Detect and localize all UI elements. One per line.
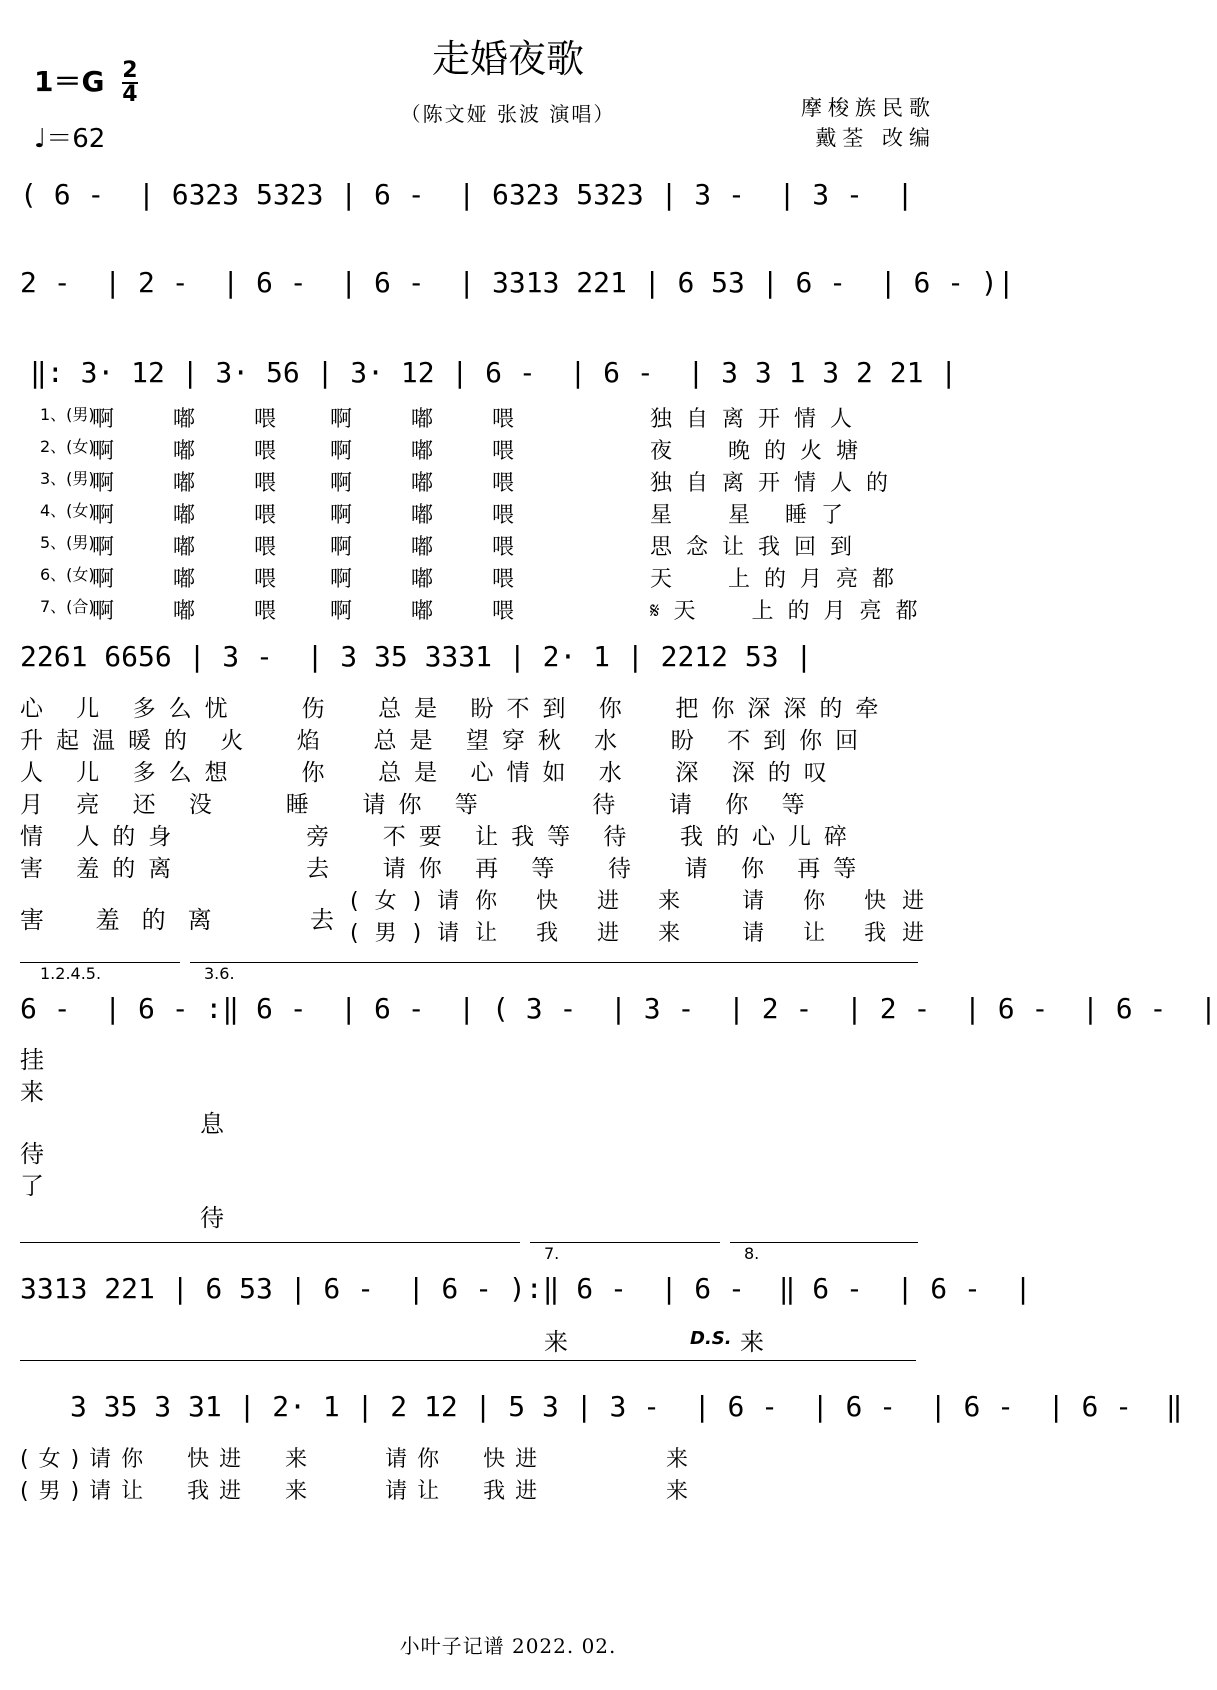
verse-part-a: 啊 嘟 喂	[92, 535, 302, 560]
volta-label-2: 3.6.	[204, 964, 235, 983]
verse-number: 5、(男)	[40, 533, 95, 552]
verse-number: 2、(女)	[40, 437, 95, 456]
verse-part-a: 啊 嘟 喂	[92, 439, 302, 464]
lyric-line: 月 亮 还 没 睡 请你 等 待 请 你 等	[20, 792, 818, 818]
verse-number: 3、(男)	[40, 469, 95, 488]
time-top: 2	[122, 58, 138, 83]
verse-part-b: 啊 嘟 喂	[330, 503, 540, 528]
time-bottom: 4	[122, 82, 138, 107]
staff-row-5: 6 - | 6 - :‖ 6 - | 6 - | ( 3 - | 3 - | 2 - | 2 - | 6 - | 6 - |	[20, 992, 1217, 1025]
verse-part-b: 啊 嘟 喂	[330, 407, 540, 432]
verse-number: 4、(女)	[40, 501, 95, 520]
volta-line-8	[730, 1242, 918, 1243]
lyric-r6-a: 来	[544, 1328, 590, 1356]
verse-part-c: 独自离开情人的	[650, 471, 903, 496]
volta-line-2	[190, 962, 918, 963]
lyric-line: 升起温暖的 火 焰 总是 望穿秋 水 盼 不到你回	[20, 728, 872, 754]
lyric-r7-male: (男)请让 我进 来 请让 我进 来	[20, 1479, 699, 1504]
lyric-last-a: 害 羞的离	[20, 906, 234, 934]
lyric-r5-2: 来	[20, 1078, 66, 1106]
verse-number: 7、(合)	[40, 597, 95, 616]
tempo-mark	[34, 118, 105, 155]
lyric-last-b: 去	[310, 906, 356, 934]
lyric-r5-1: 挂	[20, 1046, 66, 1074]
lyric-r5-3: 息	[200, 1110, 246, 1138]
verse-part-b: 啊 嘟 喂	[330, 439, 540, 464]
performer-credit: （陈文娅 张波 演唱）	[400, 102, 616, 126]
lyric-r5-5: 了	[20, 1172, 66, 1200]
origin-credit: 摩梭族民歌	[801, 96, 936, 120]
lyric-r5-6: 待	[200, 1204, 246, 1232]
verse-part-b: 啊 嘟 喂	[330, 535, 540, 560]
verse-part-c: 独自离开情人	[650, 407, 867, 432]
lyric-r6-b: 来	[740, 1328, 786, 1356]
verse-part-c: 星 星 睡了	[650, 503, 857, 528]
verse-number: 1、(男)	[40, 405, 95, 424]
volta-line-1	[20, 962, 180, 963]
staff-top-line-6	[20, 1242, 520, 1243]
staff-row-6: 3313 221 | 6 53 | 6 - | 6 - ):‖ 6 - | 6 - ‖ 6 - | 6 - |	[20, 1272, 1032, 1305]
verse-part-b: 啊 嘟 喂	[330, 471, 540, 496]
volta-line-7	[530, 1242, 720, 1243]
verse-part-c: 天 上的月亮都	[650, 567, 908, 592]
volta-label-8: 8.	[744, 1244, 760, 1263]
lyric-line: 心 儿 多么忧 伤 总是 盼不到 你 把你深深的牵	[20, 696, 892, 722]
tempo-value: ＝62	[46, 124, 106, 154]
lyric-line: 害 羞的离 去 请你 再 等 待 请 你 再等	[20, 856, 870, 882]
verse-number: 6、(女)	[40, 565, 95, 584]
volta-label-7: 7.	[544, 1244, 560, 1263]
lyric-r5-4: 待	[20, 1140, 66, 1168]
staff-row-1: ( 6 - | 6323 5323 | 6 - | 6323 5323 | 3 - | 3 - |	[20, 178, 914, 211]
ds-mark: D.S.	[690, 1328, 732, 1349]
quarter-note-icon: ♩	[34, 124, 47, 154]
verse-part-b: 啊 嘟 喂	[330, 599, 540, 624]
time-signature	[122, 60, 137, 106]
verse-part-a: 啊 嘟 喂	[92, 503, 302, 528]
verse-part-b: 啊 嘟 喂	[330, 567, 540, 592]
song-title: 走婚夜歌	[431, 37, 584, 81]
volta-label-1: 1.2.4.5.	[40, 964, 102, 983]
key-signature	[34, 60, 138, 106]
verse-part-c: 思念让我回到	[650, 535, 867, 560]
lyric-line: 情 人的身 旁 不要 让我等 待 我的心儿碎	[20, 824, 861, 850]
arranger-credit: 戴荃 改编	[815, 126, 936, 150]
staff-top-line-7	[20, 1360, 916, 1361]
verse-part-a: 啊 嘟 喂	[92, 407, 302, 432]
staff-row-4: 2261 6656 | 3 - | 3 35 3331 | 2· 1 | 2212 53 |	[20, 640, 813, 673]
verse-part-c: 𝄋天 上的月亮都	[650, 599, 932, 624]
key-text: 1＝G	[34, 65, 105, 98]
verse-part-c: 夜 晚的火塘	[650, 439, 872, 464]
staff-row-3: ‖: 3· 12 | 3· 56 | 3· 12 | 6 - | 6 - | 3 3 1 3 2 21 |	[30, 356, 958, 389]
verse-part-a: 啊 嘟 喂	[92, 567, 302, 592]
verse-part-a: 啊 嘟 喂	[92, 599, 302, 624]
lyric-last-female: (女)请你 快 进 来 请 你 快进	[350, 889, 941, 914]
staff-row-7: 3 35 3 31 | 2· 1 | 2 12 | 5 3 | 3 - | 6 - | 6 - | 6 - | 6 - ‖	[70, 1390, 1183, 1423]
lyric-r7-female: (女)请你 快进 来 请你 快进 来	[20, 1447, 699, 1472]
lyric-line: 人 儿 多么想 你 总是 心情如 水 深 深的叹	[20, 760, 840, 786]
lyric-last-male: (男)请让 我 进 来 请 让 我进	[350, 921, 941, 946]
transcriber-credit: 小叶子记谱 2022. 02.	[399, 1634, 617, 1658]
verse-part-a: 啊 嘟 喂	[92, 471, 302, 496]
staff-row-2: 2 - | 2 - | 6 - | 6 - | 3313 221 | 6 53 | 6 - | 6 - )|	[20, 266, 1015, 299]
